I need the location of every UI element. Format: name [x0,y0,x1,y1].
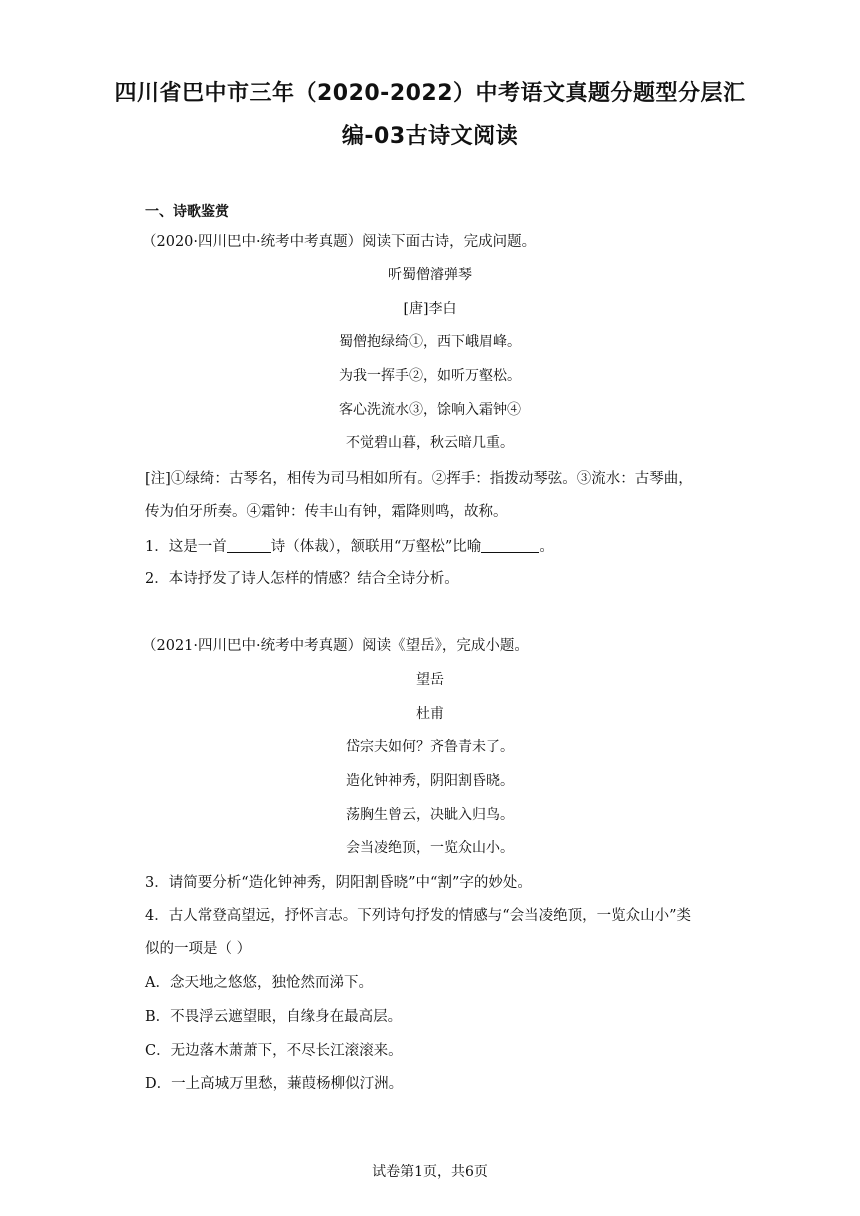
poem2-line: 岱宗夫如何？齐鲁青未了。 [346,739,514,755]
poem2-line: 荡胸生曾云，决眦入归鸟。 [346,807,514,823]
poem2-author: 杜甫 [416,706,444,722]
question-1-part: 。 [539,539,554,555]
doc-title-line2: 编-03古诗文阅读 [341,124,519,149]
poem1-line: 为我一挥手②，如听万壑松。 [339,368,521,384]
poem1-author: [唐]李白 [403,301,457,317]
option-a: A．念天地之悠悠，独怆然而涕下。 [145,975,373,991]
question-4: 4．古人常登高望远，抒怀言志。下列诗句抒发的情感与“会当凌绝顶，一览众山小”类 [145,908,692,924]
question-1 [145,537,554,557]
question-source-2021: （2021·四川巴中·统考中考真题）阅读《望岳》，完成小题。 [142,638,529,654]
question-2: 2．本诗抒发了诗人怎样的情感？结合全诗分析。 [145,571,459,587]
question-source-2020: （2020·四川巴中·统考中考真题）阅读下面古诗，完成问题。 [142,234,537,250]
section-heading: 一、诗歌鉴赏 [145,204,229,220]
poem1-title: 听蜀僧濬弹琴 [388,267,472,283]
option-d: D．一上高城万里愁，蒹葭杨柳似汀洲。 [145,1076,404,1092]
poem1-note: [注]①绿绮：古琴名，相传为司马相如所有。②挥手：指拨动琴弦。③流水：古琴曲， [145,471,693,487]
poem1-note: 传为伯牙所奏。④霜钟：传丰山有钟，霜降则鸣，故称。 [145,504,508,520]
question-3: 3．请简要分析“造化钟神秀，阴阳割昏晓”中“割”字的妙处。 [145,875,532,891]
option-b: B．不畏浮云遮望眼，自缘身在最高层。 [145,1009,403,1025]
doc-title-line1: 四川省巴中市三年（2020-2022）中考语文真题分题型分层汇 [114,81,746,106]
question-1-part: 1．这是一首 [145,539,227,555]
question-4-cont: 似的一项是（ ） [145,941,252,957]
poem2-line: 造化钟神秀，阴阳割昏晓。 [346,773,514,789]
poem2-title: 望岳 [416,672,444,688]
poem1-line: 客心洗流水③，馀响入霜钟④ [339,402,521,418]
question-1-part: 诗（体裁），颔联用“万壑松”比喻 [270,539,482,555]
poem2-line: 会当凌绝顶，一览众山小。 [346,840,514,856]
answer-blank[interactable] [481,538,539,553]
poem1-line: 蜀僧抱绿绮①，西下峨眉峰。 [339,334,521,350]
poem1-line: 不觉碧山暮，秋云暗几重。 [346,435,514,451]
option-c: C．无边落木萧萧下，不尽长江滚滚来。 [145,1043,403,1059]
page-footer: 试卷第1页，共6页 [372,1164,488,1180]
answer-blank[interactable] [227,538,271,553]
